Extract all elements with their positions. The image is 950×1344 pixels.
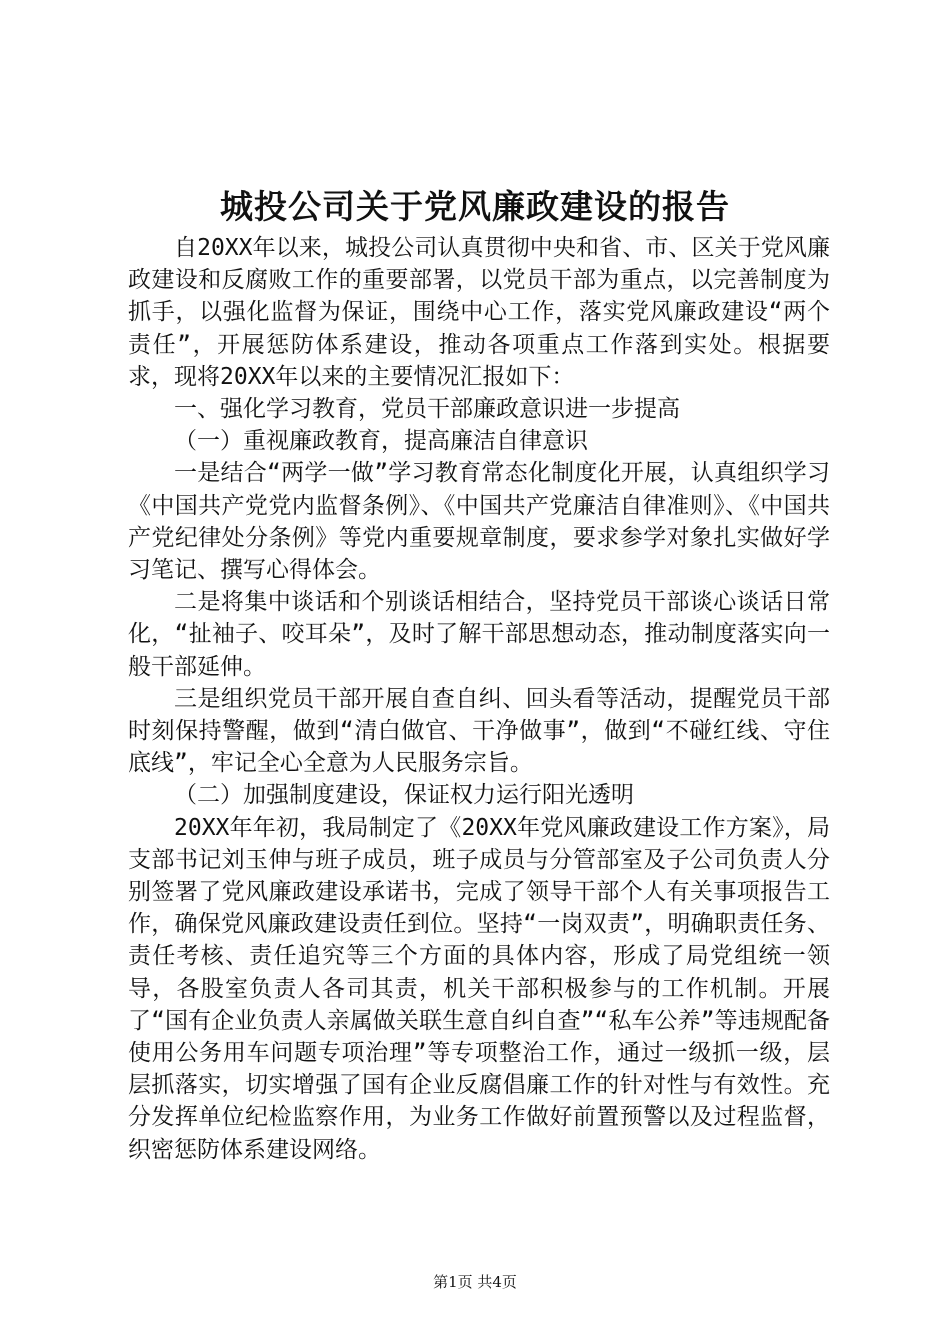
document-title: 城投公司关于党风廉政建设的报告	[220, 187, 730, 226]
intro-paragraph: 自20XX年以来，城投公司认真贯彻中央和省、市、区关于党风廉政建设和反腐败工作的重要部署，以党员干部为重点，以完善制度为抓手，以强化监督为保证，围绕中心工作，落实党风廉政建设“两个责任”，开展惩防体系建设，推动各项重点工作落到实处。根据要求，现将20XX年以来的主要情况汇报如下：	[128, 235, 830, 390]
body-paragraph: 三是组织党员干部开展自查自纠、回头看等活动，提醒党员干部时刻保持警醒，做到“清白做官、干净做事”，做到“不碰红线、守住底线”，牢记全心全意为人民服务宗旨。	[128, 685, 830, 777]
subsection-heading: （二）加强制度建设，保证权力运行阳光透明	[174, 782, 634, 809]
page-number: 第1页 共4页	[433, 1273, 517, 1291]
body-paragraph: 一是结合“两学一做”学习教育常态化制度化开展，认真组织学习《中国共产党党内监督条例》、《中国共产党廉洁自律准则》、《中国共产党纪律处分条例》等党内重要规章制度，要求参学对象扎实做好学习笔记、撰写心得体会。	[128, 460, 830, 584]
body-paragraph: 20XX年年初，我局制定了《20XX年党风廉政建设工作方案》，局支部书记刘玉伸与班子成员，班子成员与分管部室及子公司负责人分别签署了党风廉政建设承诺书，完成了领导干部个人有关事项报告工作，确保党风廉政建设责任到位。坚持“一岗双责”，明确职责任务、责任考核、责任追究等三个方面的具体内容，形成了局党组统一领导，各股室负责人各司其责，机关干部积极参与的工作机制。开展了“国有企业负责人亲属做关联生意自纠自查”“私车公养”等违规配备使用公务用车问题专项治理”等专项整治工作，通过一级抓一级，层层抓落实，切实增强了国有企业反腐倡廉工作的针对性与有效性。充分发挥单位纪检监察作用，为业务工作做好前置预警以及过程监督，织密惩防体系建设网络。	[128, 814, 830, 1163]
document-body	[128, 232, 830, 1166]
section-heading: 一、强化学习教育，党员干部廉政意识进一步提高	[174, 396, 680, 423]
subsection-heading: （一）重视廉政教育，提高廉洁自律意识	[174, 428, 588, 455]
body-paragraph: 二是将集中谈话和个别谈话相结合，坚持党员干部谈心谈话日常化，“扯袖子、咬耳朵”，及时了解干部思想动态，推动制度落实向一般干部延伸。	[128, 589, 830, 680]
